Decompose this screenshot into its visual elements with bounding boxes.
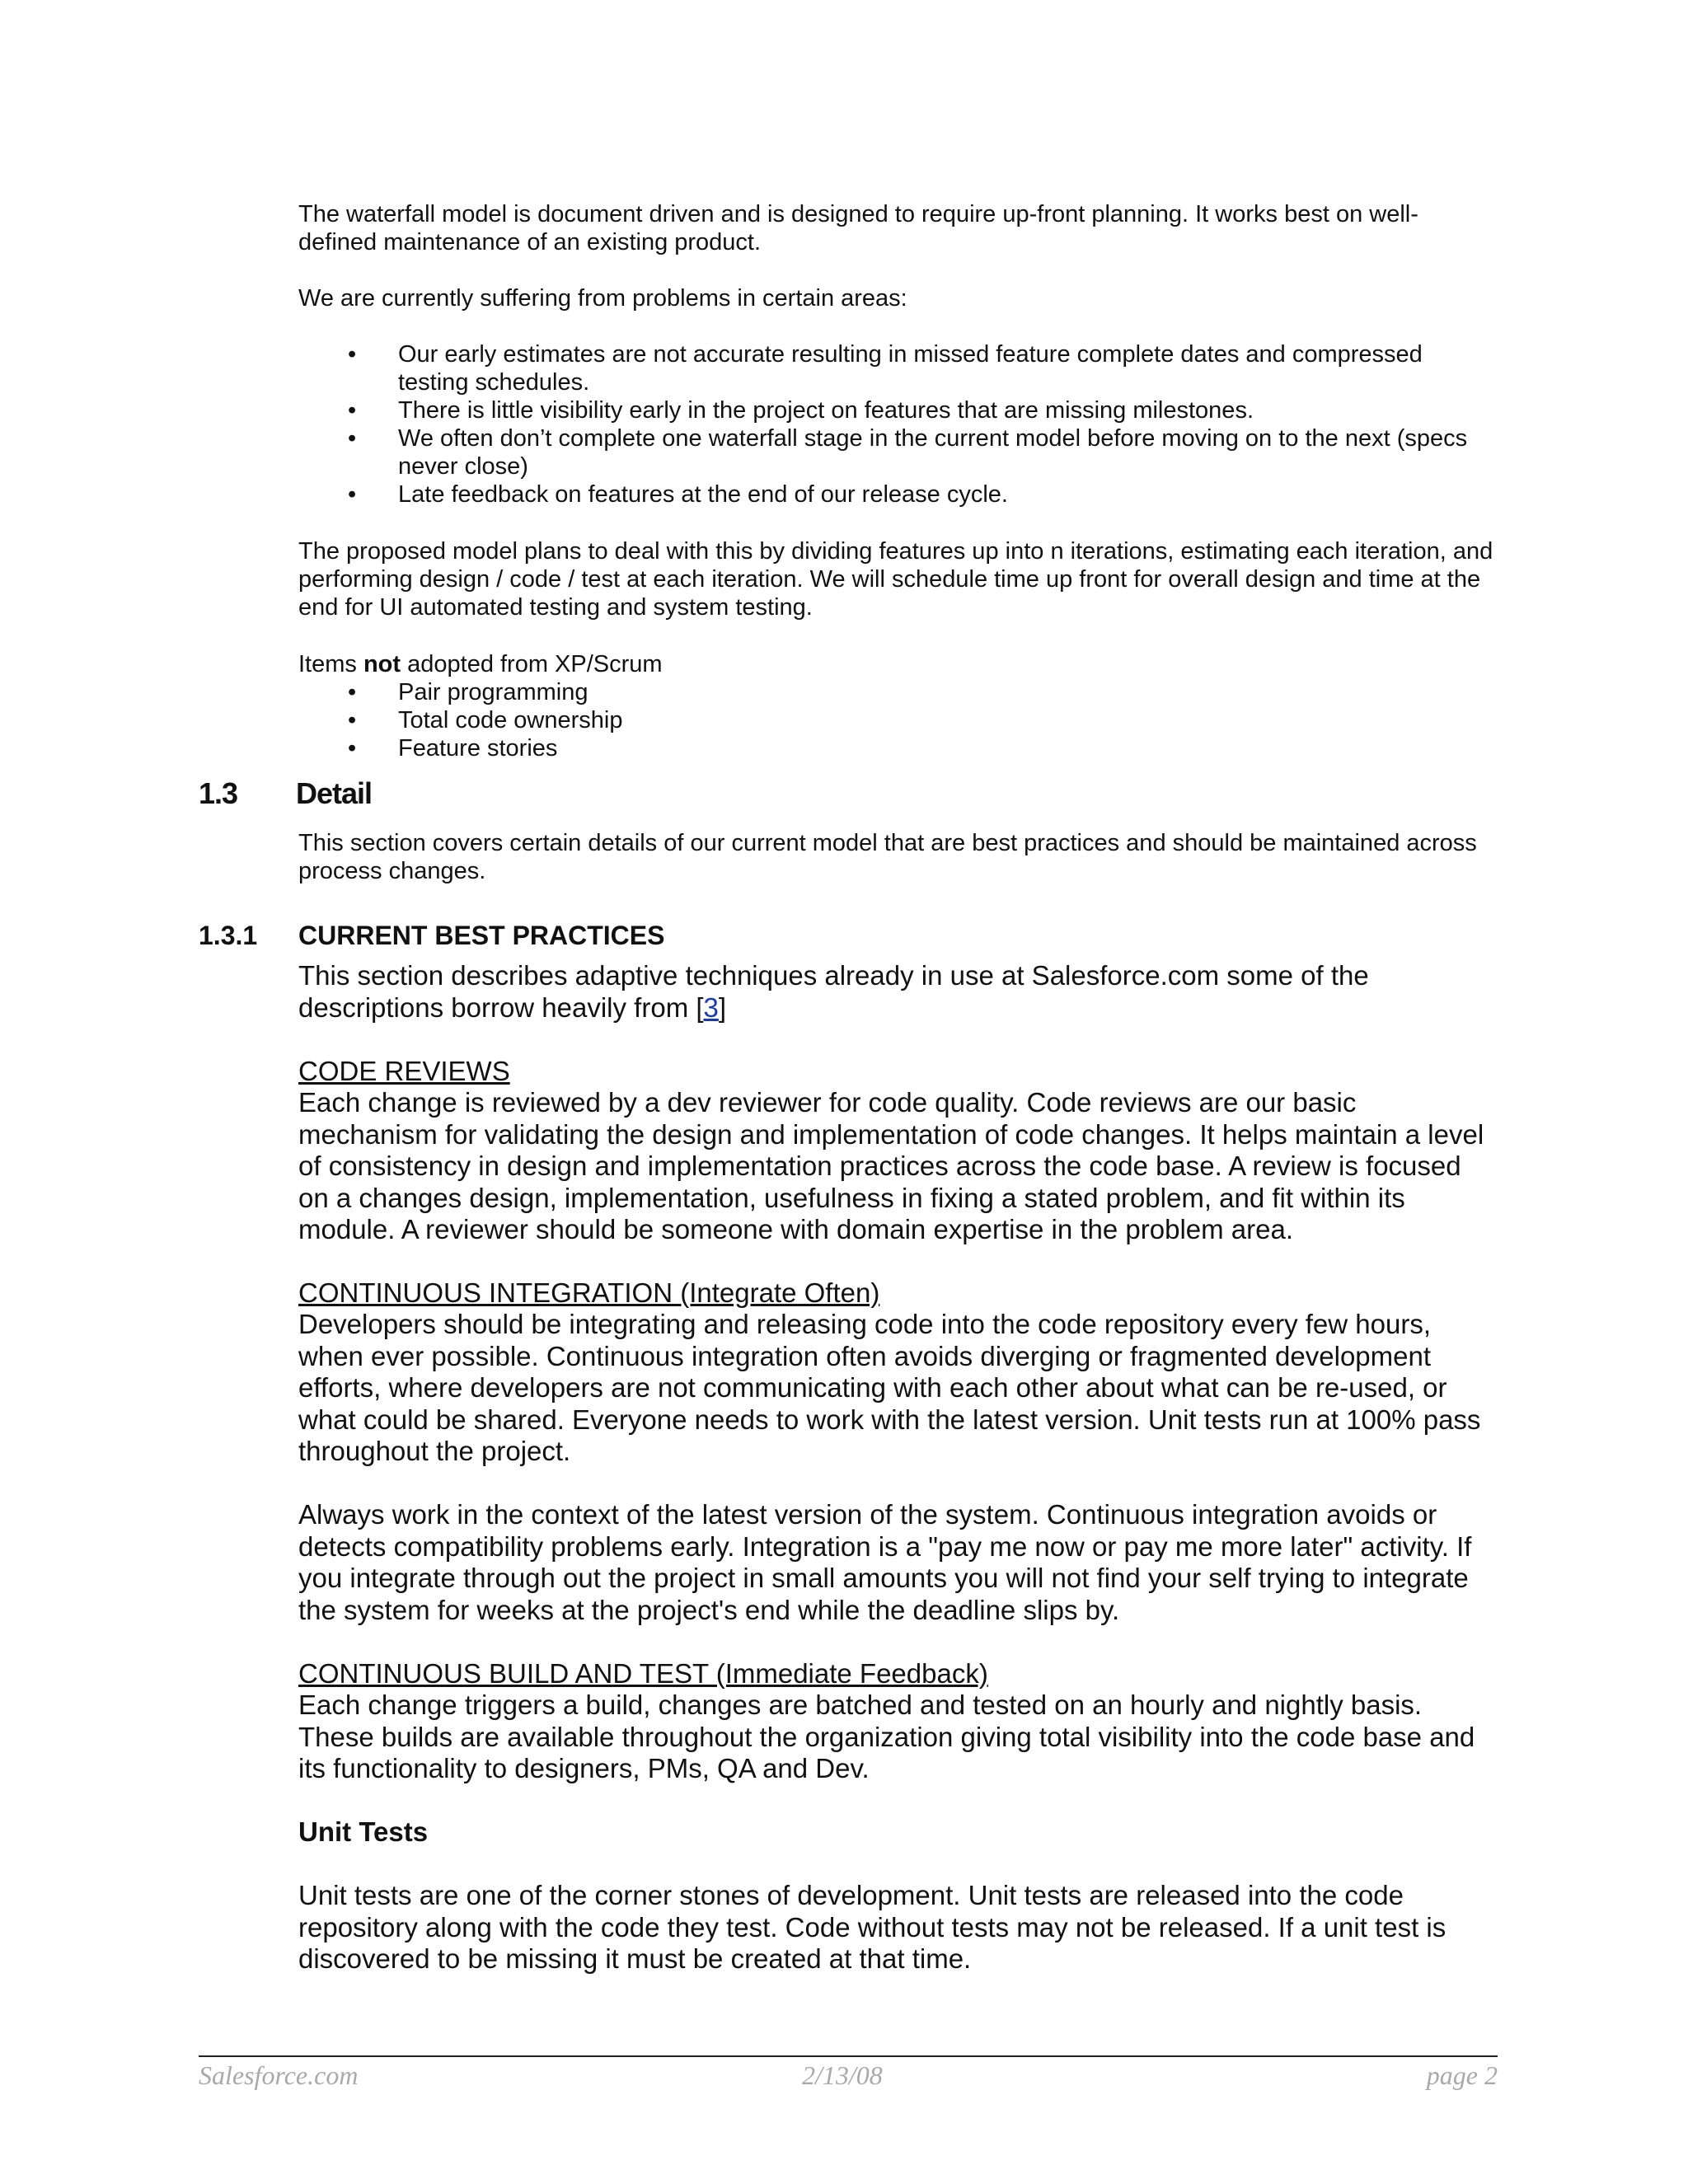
bullet-icon: • [348, 735, 357, 762]
section-title: CURRENT BEST PRACTICES [298, 921, 665, 950]
footer-divider [199, 2055, 1498, 2057]
section-title: Detail [296, 776, 373, 810]
continuous-build-text: Each change triggers a build, changes are batched and tested on an hourly and nightly basis. These builds are available throughout the organization giving total visibility into the code base and its functionality to designers, PMs, QA and Dev. [298, 1690, 1475, 1783]
list-item: • There is little visibility early in the project on features that are missing milestones. [348, 397, 1254, 424]
unit-tests-heading: Unit Tests [298, 1816, 429, 1847]
bullet-icon: • [348, 481, 357, 508]
section-number: 1.3 [199, 776, 238, 810]
intro-paragraph-2: We are currently suffering from problems in certain areas: [298, 285, 907, 312]
bullet-icon: • [348, 707, 357, 733]
best-practices-intro: This section describes adaptive techniques already in use at Salesforce.com some of the descriptions borrow heavily from [3] [298, 960, 1369, 1023]
list-item: • Total code ownership [348, 707, 623, 733]
unit-tests-text: Unit tests are one of the corner stones of development. Unit tests are released into the code repository along with the code they test. Code without tests may not be released. If a unit test is discovered to be missing it must be created at that time. [298, 1880, 1447, 1974]
bullet-icon: • [348, 397, 357, 424]
continuous-integration-text-2: Always work in the context of the latest version of the system. Continuous integration avoids or detects compatibility problems early. Integration is a "pay me now or pay me more later" activity. If you integrate through out the project in small amounts you will not find your self trying to integrate the system for weeks at the project's end while the deadline slips by. [298, 1499, 1472, 1625]
section-heading-1-3-1 [199, 921, 664, 951]
footer-company: Salesforce.com [199, 2060, 359, 2090]
bullet-icon: • [348, 341, 357, 368]
section-heading-1-3 [199, 776, 372, 811]
list-item: • Our early estimates are not accurate resulting in missed feature complete dates and compressed testing schedules. [348, 341, 1423, 396]
footer-date: 2/13/08 [802, 2060, 883, 2090]
continuous-build-heading: CONTINUOUS BUILD AND TEST (Immediate Feedback) [298, 1658, 988, 1689]
continuous-integration-heading: CONTINUOUS INTEGRATION (Integrate Often) [298, 1277, 880, 1308]
section-1-3-text: This section covers certain details of our current model that are best practices and should be maintained across process changes. [298, 830, 1477, 884]
code-reviews-heading: CODE REVIEWS [298, 1056, 510, 1086]
bullet-icon: • [348, 425, 357, 452]
continuous-integration-text-1: Developers should be integrating and releasing code into the code repository every few hours, when ever possible. Continuous integration often avoids diverging or fragmented development efforts, where developers are not communicating with each other about what can be re-used, or what could be shared. Everyone needs to work with the latest version. Unit tests run at 100% pass throughout the project. [298, 1309, 1481, 1466]
list-item: • We often don’t complete one waterfall stage in the current model before moving on to the next (specs never close) [348, 425, 1468, 480]
footer-page-number: page 2 [1426, 2060, 1498, 2090]
intro-paragraph-1: The waterfall model is document driven and is designed to require up-front planning. It works best on well-defined maintenance of an existing product. [298, 201, 1418, 255]
list-item: • Late feedback on features at the end of our release cycle. [348, 481, 1008, 508]
reference-link[interactable]: 3 [703, 991, 719, 1023]
problems-list [298, 340, 1493, 509]
code-reviews-text: Each change is reviewed by a dev reviewer for code quality. Code reviews are our basic mechanism for validating the design and implementation of code changes. It helps maintain a level of consistency in design and implementation practices across the code base. A review is focused on a changes design, implementation, usefulness in fixing a stated problem, and fit within its module. A reviewer should be someone with domain expertise in the problem area. [298, 1087, 1484, 1244]
not-adopted-list [298, 678, 1493, 762]
list-item: • Feature stories [348, 735, 558, 762]
intro-paragraph-3: The proposed model plans to deal with this by dividing features up into n iterations, estimating each iteration, and performing design / code / test at each iteration. We will schedule time up front for overall design and time at the end for UI automated testing and system testing. [298, 538, 1493, 621]
section-number: 1.3.1 [199, 921, 258, 950]
not-adopted-heading: Items not adopted from XP/Scrum [298, 651, 663, 677]
bullet-icon: • [348, 679, 357, 705]
list-item: • Pair programming [348, 679, 588, 705]
